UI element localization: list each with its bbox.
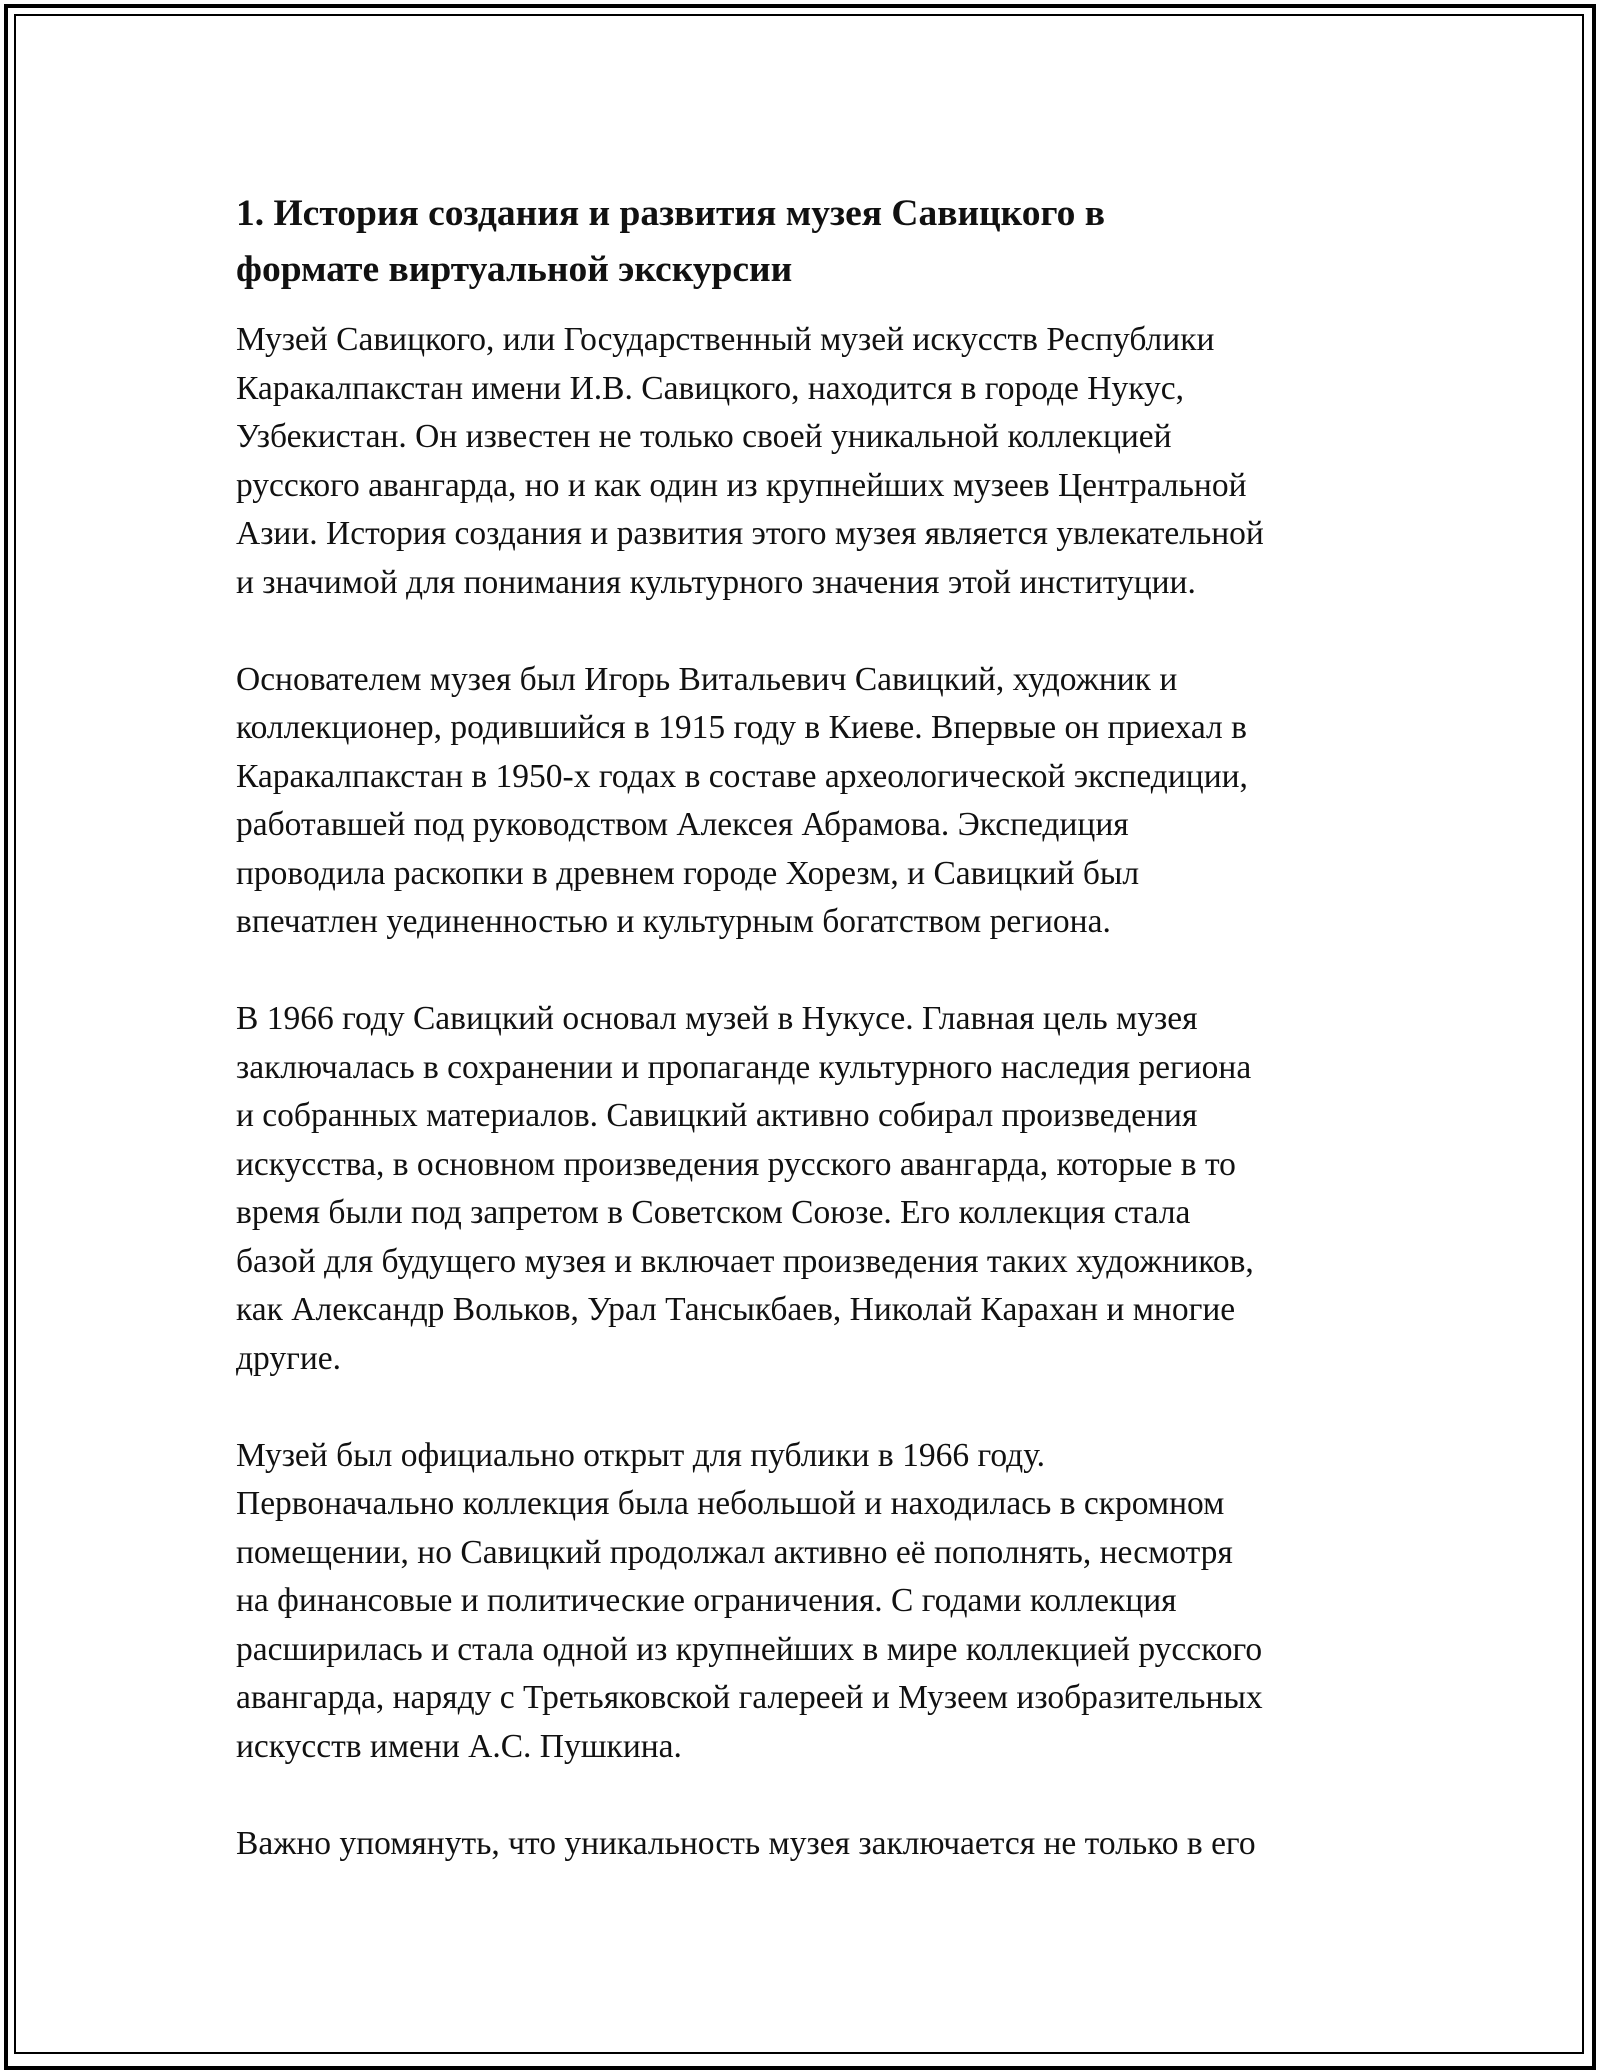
text-line: как Александр Вольков, Урал Тансыкбаев, Николай Карахан и многие — [236, 1291, 1236, 1328]
text-line: Каракалпакстан имени И.В. Савицкого, находится в городе Нукус, — [236, 369, 1185, 407]
section-heading — [236, 186, 1376, 298]
text-line: время были под запретом в Советском Союзе. Его коллекция стала — [236, 1194, 1191, 1231]
text-line: помещении, но Савицкий продолжал активно её пополнять, несмотря — [236, 1533, 1233, 1571]
text-line: коллекционер, родившийся в 1915 году в Киеве. Впервые он приехал в — [236, 709, 1247, 746]
text-line: искусств имени А.С. Пушкина. — [236, 1727, 682, 1765]
text-line: русского авангарда, но и как один из крупнейших музеев Центральной — [236, 466, 1247, 504]
text-line: Музей был официально открыт для публики в 1966 году. — [236, 1436, 1045, 1474]
text-line: Узбекистан. Он известен не только своей уникальной коллекцией — [236, 418, 1172, 455]
paragraph-intro — [236, 316, 1376, 607]
text-line: Музей Савицкого, или Государственный музей искусств Республики — [236, 321, 1215, 358]
text-line: Каракалпакстан в 1950-х годах в составе археологической экспедиции, — [236, 757, 1248, 795]
text-line: Важно упомянуть, что уникальность музея заключается не только в его — [236, 1824, 1256, 1862]
text-line: Основателем музея был Игорь Витальевич Савицкий, художник и — [236, 660, 1178, 698]
text-line: Первоначально коллекция была небольшой и находилась в скромном — [236, 1485, 1225, 1522]
paragraph-founder — [236, 656, 1376, 947]
heading-line: формате виртуальной экскурсии — [236, 249, 793, 290]
text-line: и собранных материалов. Савицкий активно собирал произведения — [236, 1097, 1198, 1134]
text-line: на финансовые и политические ограничения. С годами коллекция — [236, 1582, 1177, 1619]
paragraph-opening — [236, 1432, 1376, 1772]
text-line: Азии. История создания и развития этого музея является увлекательной — [236, 515, 1264, 552]
document-body — [236, 186, 1376, 1868]
text-line: другие. — [236, 1339, 342, 1377]
text-line: работавшей под руководством Алексея Абрамова. Экспедиция — [236, 806, 1129, 843]
text-line: базой для будущего музея и включает произведения таких художников, — [236, 1242, 1254, 1280]
text-line: расширилась и стала одной из крупнейших в мире коллекцией русского — [236, 1630, 1263, 1668]
text-line: авангарда, наряду с Третьяковской галереей и Музеем изобразительных — [236, 1679, 1263, 1716]
heading-line: 1. История создания и развития музея Савицкого в — [236, 193, 1106, 234]
text-body — [236, 316, 1376, 1868]
text-line: проводила раскопки в древнем городе Хорезм, и Савицкий был — [236, 854, 1140, 892]
paragraph-uniqueness — [236, 1820, 1376, 1869]
paragraph-founding — [236, 995, 1376, 1383]
text-line: и значимой для понимания культурного значения этой институции. — [236, 563, 1196, 601]
text-line: заключалась в сохранении и пропаганде культурного наследия региона — [236, 1048, 1252, 1086]
text-line: В 1966 году Савицкий основал музей в Нукусе. Главная цель музея — [236, 1000, 1198, 1037]
text-line: впечатлен уединенностью и культурным богатством региона. — [236, 903, 1111, 940]
text-line: искусства, в основном произведения русского авангарда, которые в то — [236, 1145, 1236, 1183]
